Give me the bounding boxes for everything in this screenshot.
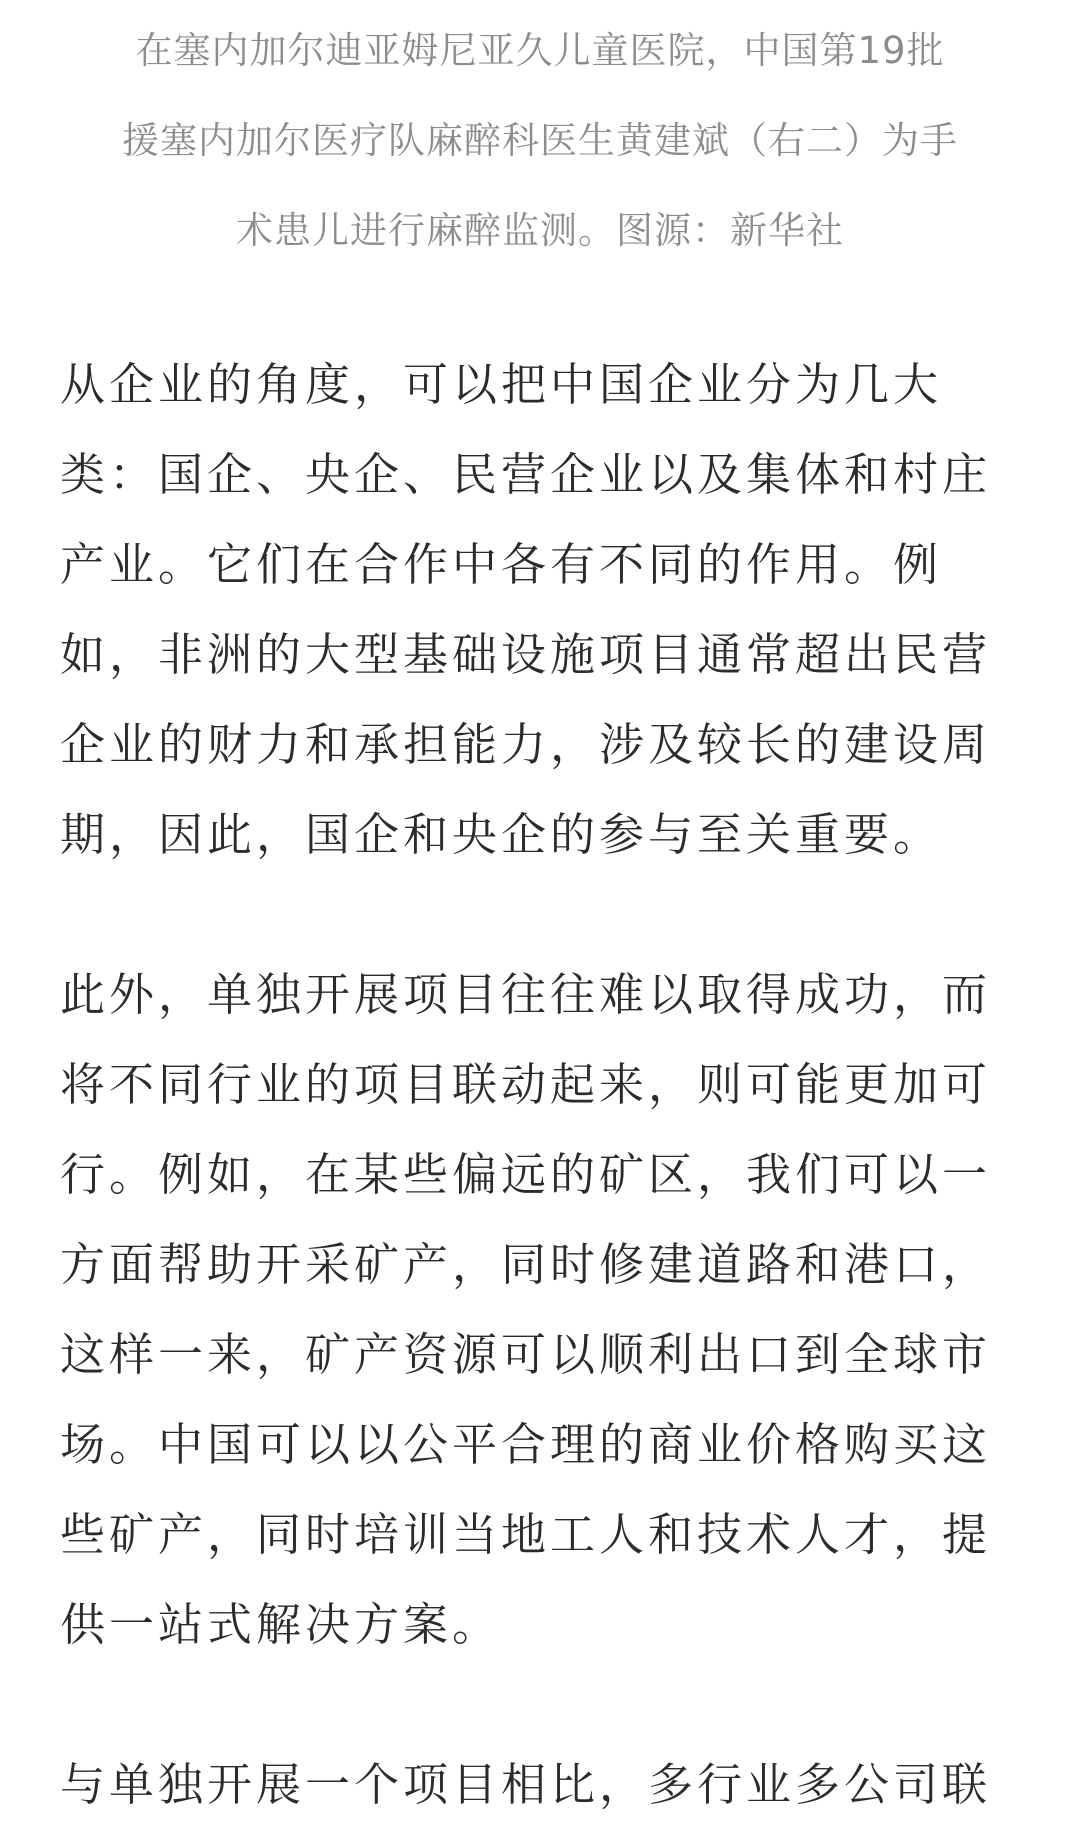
article-paragraph: 与单独开展一个项目相比，多行业多公司联 <box>60 1758 992 1811</box>
image-caption: 在塞内加尔迪亚姆尼亚久儿童医院，中国第19批 援塞内加尔医疗队麻醉科医生黄建斌（右二）为手 术患儿进行麻醉监测。图源：新华社 <box>122 29 958 252</box>
article-paragraph: 从企业的角度，可以把中国企业分为几大 类：国企、央企、民营企业以及集体和村庄 产业。它们在合作中各有不同的作用。例 如，非洲的大型基础设施项目通常超出民营 企业的财力和承担能力，涉及较长的建设周 期，因此，国企和央企的参与至关重要。 <box>60 358 992 861</box>
article-paragraph: 此外，单独开展项目往往难以取得成功，而 将不同行业的项目联动起来，则可能更加可 行。例如，在某些偏远的矿区，我们可以一 方面帮助开采矿产，同时修建道路和港口， 这样一来，矿产资源可以顺利出口到全球市 场。中国可以以公平合理的商业价格购买这 些矿产，同时培训当地工人和技术人才，提 供一站式解决方案。 <box>60 968 992 1651</box>
